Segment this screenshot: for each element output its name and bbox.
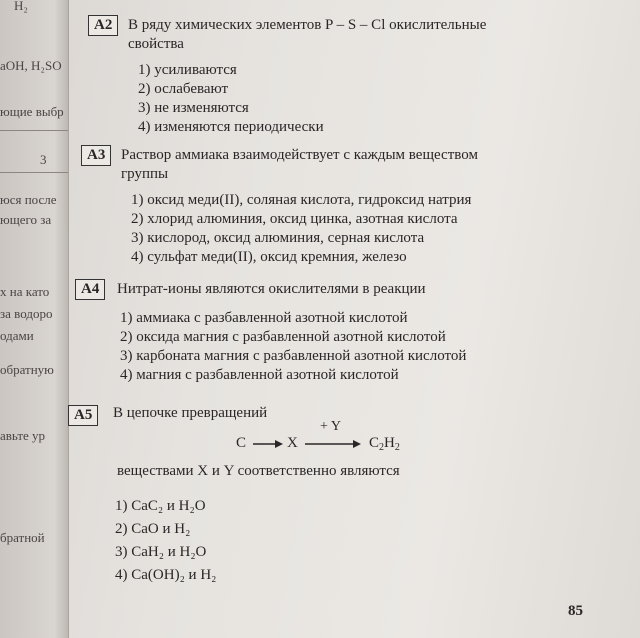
question-number: A4	[75, 279, 105, 300]
left-fragment: братной	[0, 530, 45, 545]
answer-option: 3) карбоната магния с разбавленной азотной кислотой	[120, 348, 467, 364]
left-fragment: aOH, H₂SO	[0, 58, 62, 73]
answer-option: 2) оксида магния с разбавленной азотной кислотой	[120, 329, 446, 345]
chain-product-c2h2: $C_2H_2$	[369, 435, 400, 453]
question-text: группы	[121, 166, 169, 182]
question-text: Раствор аммиака взаимодействует с каждым веществом	[121, 147, 478, 163]
left-fragment: Н₂	[14, 0, 28, 13]
answer-option: 4) магния с разбавленной азотной кислотой	[120, 367, 399, 383]
answer-option: 4) Ca(OH)₂ и H₂	[115, 567, 217, 583]
question-number: A3	[81, 145, 111, 166]
table-line	[0, 130, 68, 131]
answer-option: 2) ослабевают	[138, 81, 229, 97]
question-number: A2	[88, 15, 118, 36]
answer-option: 3) кислород, оксид алюминия, серная кислота	[131, 230, 425, 246]
chain-substance-x: X	[287, 435, 298, 451]
question-text: В цепочке превращений	[113, 405, 268, 421]
answer-option: 4) изменяются периодически	[138, 119, 324, 135]
chain-substance-c: C	[236, 435, 247, 451]
answer-option: 2) хлорид алюминия, оксид цинка, азотная кислота	[131, 211, 458, 227]
question-text: Нитрат-ионы являются окислителями в реакции	[117, 281, 426, 297]
question-text: свойства	[128, 36, 184, 52]
answer-option: 3) CaH₂ и H₂O	[115, 544, 207, 560]
answer-option: 1) аммиака с разбавленной азотной кислотой	[120, 310, 408, 326]
answer-option: 3) не изменяются	[138, 100, 249, 116]
arrow-icon	[305, 439, 361, 449]
question-number: A5	[68, 405, 98, 426]
question-text: В ряду химических элементов P – S – Cl окислительные	[128, 17, 487, 33]
answer-option: 1) оксид меди(II), соляная кислота, гидроксид натрия	[131, 192, 472, 208]
left-fragment: х на като	[0, 284, 50, 299]
left-fragment: 3	[40, 152, 47, 167]
left-fragment: юся после	[0, 192, 57, 207]
answer-option: 4) сульфат меди(II), оксид кремния, железо	[131, 249, 407, 265]
page-number: 85	[568, 603, 583, 619]
left-fragment: ющего за	[0, 212, 52, 227]
left-fragment: обратную	[0, 362, 54, 377]
left-fragment: за водоро	[0, 306, 53, 321]
left-fragment: одами	[0, 328, 34, 343]
answer-option: 1) усиливаются	[138, 62, 237, 78]
question-text: веществами X и Y соответственно являются	[117, 463, 400, 479]
left-fragment: ющие выбр	[0, 104, 64, 119]
answer-option: 2) CaO и H₂	[115, 521, 191, 537]
arrow-icon	[253, 439, 283, 449]
answer-option: 1) CaC₂ и H₂O	[115, 498, 206, 514]
left-page-fragment	[0, 0, 69, 638]
table-line	[0, 172, 68, 173]
left-fragment: авьте ур	[0, 428, 46, 443]
chain-reagent-y: + Y	[320, 419, 341, 434]
